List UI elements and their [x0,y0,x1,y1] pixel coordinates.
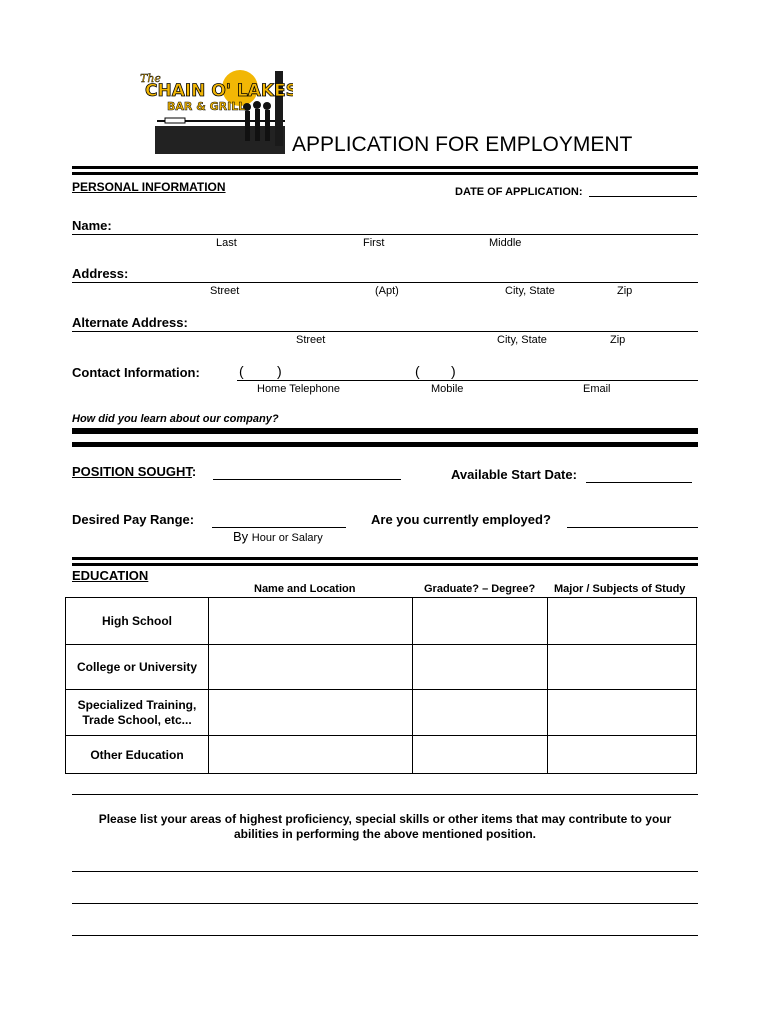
skills-answer-line[interactable] [72,871,698,872]
title-rule-top [72,166,698,169]
title-rule-bottom [72,172,698,175]
contact-sub-home: Home Telephone [257,383,340,395]
logo-line3: BAR & GRILL [167,100,246,113]
logo-line2: CHAIN O' LAKES [145,81,293,101]
pay-range-label: Desired Pay Range: [72,512,195,527]
table-row [66,645,697,690]
alternate-address-field[interactable] [72,331,698,332]
edu-cell-major[interactable] [548,690,697,736]
edu-col-major: Major / Subjects of Study [554,583,686,595]
name-sub-last: Last [216,237,237,249]
edu-cell-degree[interactable] [413,645,548,690]
skills-prompt-line1: Please list your areas of highest proficiency, special skills or other items that may contribute to your [98,812,672,826]
edu-col-name-location: Name and Location [254,583,356,595]
edu-row-other: Other Education [66,736,209,774]
address-sub-apt: (Apt) [375,285,399,297]
contact-field[interactable] [237,380,698,381]
edu-cell-name[interactable] [209,690,413,736]
edu-cell-major[interactable] [548,598,697,645]
name-sub-first: First [363,237,385,249]
section-divider [72,442,698,447]
alt-sub-city: City, State [497,334,547,346]
start-date-field[interactable] [586,468,692,483]
company-logo [135,66,293,156]
pay-range-field[interactable] [212,513,346,528]
edu-cell-name[interactable] [209,645,413,690]
page-title: APPLICATION FOR EMPLOYMENT [292,133,633,156]
table-row [66,736,697,774]
skills-answer-line[interactable] [72,935,698,936]
skills-answer-line[interactable] [72,903,698,904]
edu-row-specialized: Specialized Training, Trade School, etc... [66,690,209,736]
table-row [66,690,697,736]
position-sought-row [72,464,196,479]
home-paren-open: ( [239,363,244,379]
currently-employed-label: Are you currently employed? [371,512,551,527]
edu-cell-degree[interactable] [413,598,548,645]
by-sub-label: Hour or Salary [251,532,323,544]
contact-sub-email: Email [583,383,611,395]
address-sub-city: City, State [505,285,555,297]
mobile-paren-open: ( [415,363,420,379]
home-paren-close: ) [277,363,282,379]
edu-col-graduate: Graduate? – Degree? [424,583,536,595]
position-sought-colon: : [191,464,197,479]
start-date-label: Available Start Date: [451,467,577,482]
edu-cell-degree[interactable] [413,736,548,774]
mobile-paren-close: ) [451,363,456,379]
edu-cell-name[interactable] [209,736,413,774]
address-sub-street: Street [210,285,240,297]
address-label: Address: [72,266,129,281]
date-of-application-label: DATE OF APPLICATION: [455,186,583,198]
logo-line1: The [140,72,161,85]
edu-cell-degree[interactable] [413,690,548,736]
table-row [66,598,697,645]
edu-row-high-school: High School [66,598,209,645]
personal-heading: PERSONAL INFORMATION [72,180,226,194]
education-heading: EDUCATION [72,568,149,583]
alt-sub-street: Street [296,334,326,346]
education-table [65,597,697,774]
position-sought-label: POSITION SOUGHT [72,464,192,479]
contact-label: Contact Information: [72,365,200,380]
alternate-address-label: Alternate Address: [72,315,188,330]
address-sub-zip: Zip [617,285,633,297]
edu-row-college: College or University [66,645,209,690]
name-field[interactable] [72,234,698,235]
by-label-row [233,529,323,544]
edu-cell-name[interactable] [209,598,413,645]
by-label: By [233,529,249,544]
education-rule-bottom [72,563,698,566]
position-sought-field[interactable] [213,465,401,480]
alt-sub-zip: Zip [610,334,626,346]
learn-label: How did you learn about our company? [72,413,279,425]
education-rule-top [72,557,698,560]
address-field[interactable] [72,282,698,283]
currently-employed-field[interactable] [567,513,698,528]
edu-cell-major[interactable] [548,736,697,774]
name-label: Name: [72,218,112,233]
learn-field-rule[interactable] [72,428,698,434]
skills-top-rule [72,794,698,795]
skills-prompt-line2: abilities in performing the above mentioned position. [233,827,537,841]
date-of-application-field[interactable] [589,182,697,197]
edu-cell-major[interactable] [548,645,697,690]
contact-sub-mobile: Mobile [431,383,464,395]
name-sub-middle: Middle [489,237,522,249]
